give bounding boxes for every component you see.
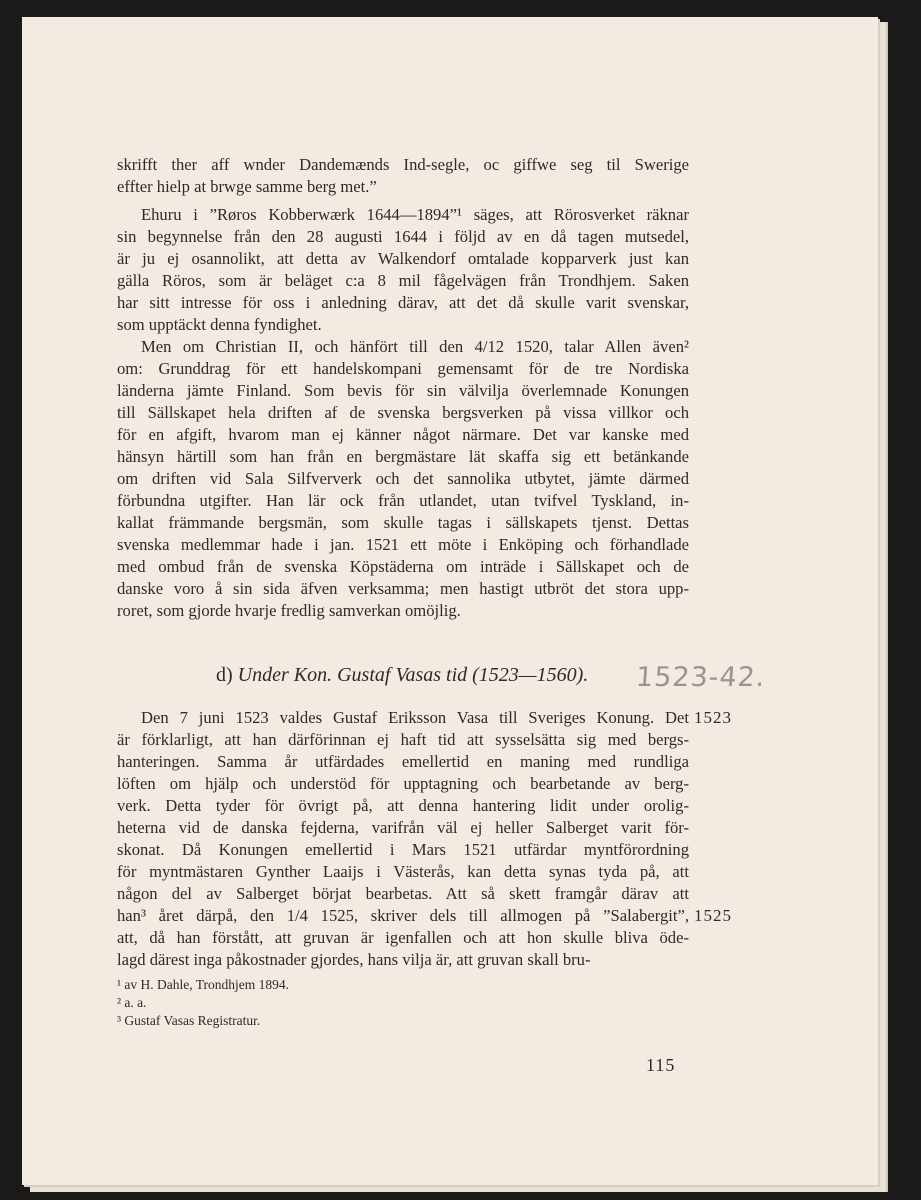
section-title: Under Kon. Gustaf Vasas tid (1523—1560). — [237, 664, 589, 686]
text-line: hanteringen. Samma år utfärdades emellertid en maning med rundliga — [117, 752, 689, 771]
text-line: Ehuru i ”Røros Kobberwærk 1644—1894”¹ säges, att Rörosverket räknar — [141, 205, 689, 224]
text-line: är ju ej osannolikt, att detta av Walkendorf omtalade kopparverk just kan — [117, 249, 689, 268]
text-line: har sitt intresse för oss i anledning därav, att det då skulle varit svenskar, — [117, 293, 689, 312]
text-line: löften om hjälp och understöd för upptagning och bearbetande av berg- — [117, 774, 689, 793]
text-line: någon del av Salberget börjat bearbetas. Att så skett framgår därav att — [117, 884, 689, 903]
text-line: heterna vid de danska fejderna, varifrån väl ej heller Salberget varit för- — [117, 818, 689, 837]
text-line: är förklarligt, att han därförinnan ej haft tid att sysselsätta sig med bergs- — [117, 730, 689, 749]
text-line: kallat främmande bergsmän, som skulle tagas i sällskapets tjenst. Dettas — [117, 513, 689, 532]
footnote-1: ¹ av H. Dahle, Trondhjem 1894. — [117, 977, 290, 992]
text-line: verk. Detta tyder för övrigt på, att denna hantering lidit under orolig- — [117, 796, 689, 815]
text-line: som upptäckt denna fyndighet. — [117, 315, 322, 334]
text-line: för myntmästaren Gynther Laaijs i Västerås, kan detta synas tyda på, att — [117, 862, 689, 881]
text-line: sin begynnelse från den 28 augusti 1644 i följd av en då tagen mutsedel, — [117, 227, 689, 246]
text-line: Men om Christian II, och hänfört till den 4/12 1520, talar Allen även² — [141, 337, 689, 356]
text-line: skonat. Då Konungen emellertid i Mars 1521 utfärdar myntförordning — [117, 840, 689, 859]
margin-note-year: 1525 — [694, 906, 732, 925]
footnote-2: ² a. a. — [117, 995, 147, 1010]
paragraph-3 — [117, 336, 689, 622]
text-line: effter hielp at brwge samme berg met.” — [117, 177, 377, 196]
section-prefix: d) — [216, 664, 233, 686]
text-line: med ombud från de svenska Köpstäderna om inträde i Sällskapet och de — [117, 557, 689, 576]
paragraph-2 — [117, 204, 689, 336]
text-line: Den 7 juni 1523 valdes Gustaf Eriksson Vasa till Sveriges Konung. Det — [141, 708, 689, 727]
handwritten-note: 1523-42. — [634, 662, 767, 693]
text-line: till Sällskapet hela driften af de svenska bergsverken på vissa villkor och — [117, 403, 689, 422]
text-line: skrifft ther aff wnder Dandemænds Ind-segle, oc giffwe seg til Swerige — [117, 155, 689, 174]
text-line: hänsyn härtill som han från en bergmästare lät skaffa sig ett betänkande — [117, 447, 689, 466]
text-line: svenska medlemmar hade i jan. 1521 ett möte i Enköping och förhandlade — [117, 535, 689, 554]
text-line: om driften vid Sala Silfververk och det sannolika utbytet, jämte därmed — [117, 469, 689, 488]
text-line: danske voro å sin sida äfven verksamma; men hastigt utbröt det stora upp- — [117, 579, 689, 598]
text-line: länderna jämte Finland. Som bevis för sin välvilja överlemnade Konungen — [117, 381, 689, 400]
text-line: roret, som gjorde hvarje fredlig samverkan omöjlig. — [117, 601, 461, 620]
text-line: lagd därest inga påkostnader gjordes, hans vilja är, att gruvan skall bru- — [117, 950, 591, 969]
paragraph-4 — [117, 707, 689, 971]
text-line: för en afgift, hvarom man ej känner något närmare. Det var kanske med — [117, 425, 689, 444]
page-number: 115 — [646, 1055, 676, 1075]
text-line: att, då han förstått, att gruvan är igenfallen och att hon skulle bliva öde- — [117, 928, 689, 947]
section-heading — [216, 664, 588, 687]
text-line: om: Grunddrag för ett handelskompani gemensamt för de tre Nordiska — [117, 359, 689, 378]
text-line: han³ året därpå, den 1/4 1525, skriver dels till allmogen på ”Salabergit”, — [117, 906, 689, 925]
margin-note-year: 1523 — [694, 708, 732, 727]
paragraph-1 — [117, 154, 689, 198]
footnote-3: ³ Gustaf Vasas Registratur. — [117, 1013, 261, 1028]
text-line: gälla Röros, som är beläget c:a 8 mil fågelvägen från Trondhjem. Saken — [117, 271, 689, 290]
text-line: förbundna utgifter. Han lär ock från utlandet, utan tvifvel Tyskland, in- — [117, 491, 689, 510]
